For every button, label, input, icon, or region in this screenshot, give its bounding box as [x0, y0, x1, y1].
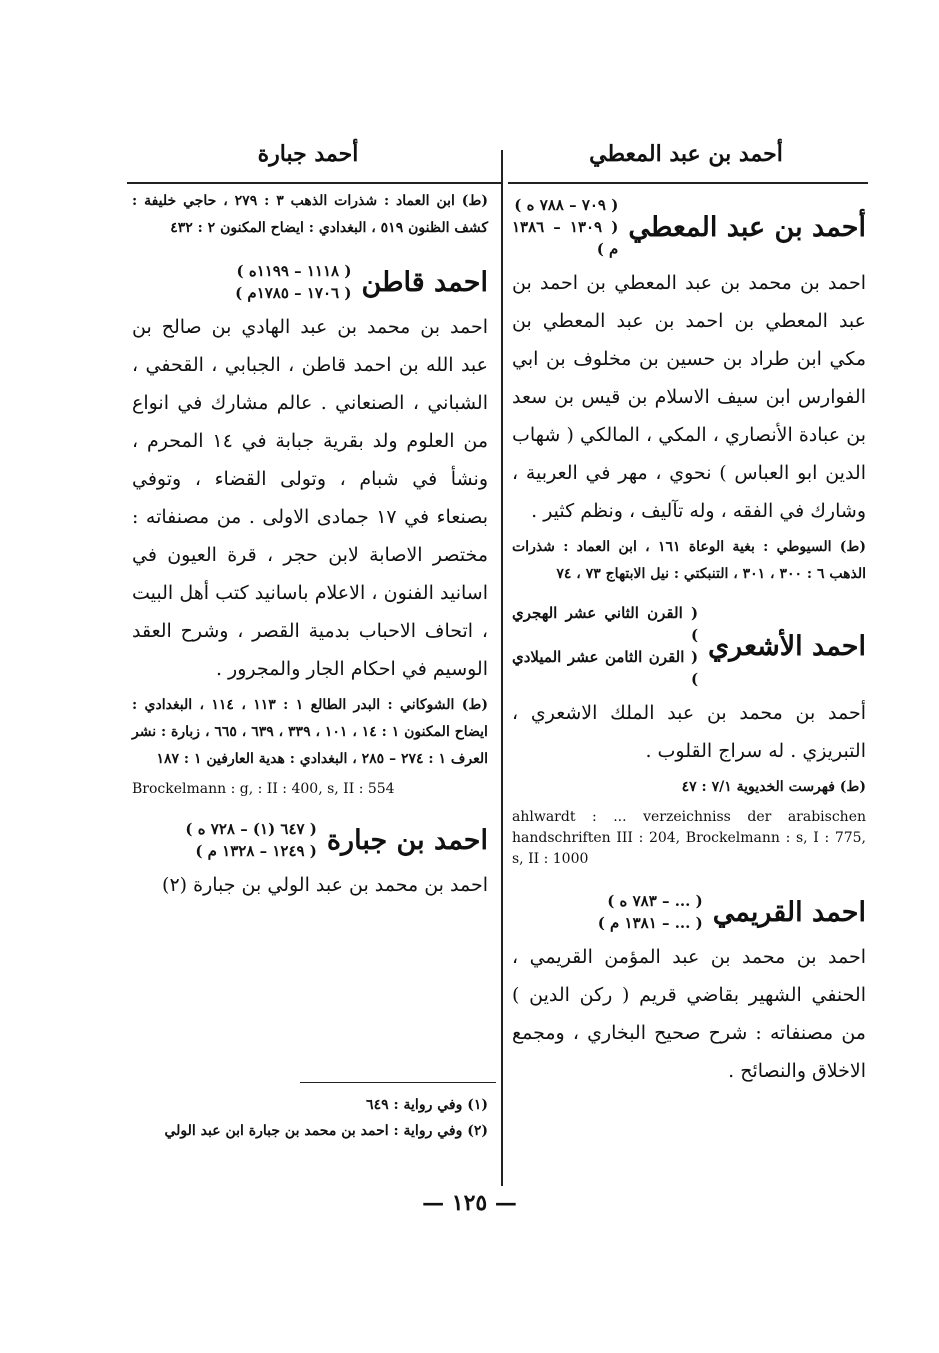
entry-header — [512, 194, 866, 260]
entry-name: أحمد بن عبد المعطي — [628, 211, 866, 243]
entry-latin-references: ahlwardt : ... verzeichniss der arabischen handschriften III : 204, Brockelmann : s, I : 775, s, II : 1000 — [512, 809, 866, 867]
header-rule-left — [127, 182, 501, 184]
dates-gregorian: ( ... – ١٣٨١ م ) — [597, 914, 703, 932]
entry-name: احمد القريمي — [712, 896, 866, 928]
entry-header — [132, 818, 488, 862]
dates-gregorian: ( القرن الثامن عشر الميلادي ) — [512, 648, 699, 688]
entry-name: احمد قاطن — [361, 266, 488, 298]
entry-ahmad-ibn-abd-al-muti — [512, 194, 866, 588]
entry-name: احمد الأشعري — [708, 630, 866, 662]
entry-dates — [598, 890, 703, 934]
entry-ahmad-ibn-jabbara — [132, 818, 488, 904]
entry-latin-references: Brockelmann : g, : II : 400, s, II : 554 — [132, 781, 395, 797]
entry-references: (ط) الشوكاني : البدر الطالع ١ : ١١٣ ، ١١٤ ، البغدادي : ايضاح المكنون ١ : ١٤ ، ١٠١ ، ٣٣٩ ، ٦٣٩ ، ٦٦٥ ، زبارة : نشر العرف ١ : ٢٧٤ – ٢٨٥ ، البغدادي : هدية العارفين ١ : ١٨٧ — [132, 697, 489, 767]
entry-dates — [512, 602, 698, 690]
dates-gregorian: ( ١٢٤٩ – ١٣٢٨ م ) — [195, 842, 317, 860]
entry-header — [512, 602, 866, 690]
dates-hijri: ( ١١١٨ – ١١٩٩ه ) — [236, 262, 352, 280]
footnote: (٢) وفي رواية : احمد بن محمد بن جبارة ابن عبد الولي — [164, 1123, 488, 1139]
dates-hijri: ( القرن الثاني عشر الهجري ) — [512, 604, 699, 644]
dates-hijri: ( ... – ٧٨٣ ه ) — [607, 892, 703, 910]
dates-hijri: ( ٦٤٧ (١) – ٧٢٨ ه ) — [185, 820, 317, 838]
left-column — [132, 188, 488, 904]
entry-ahmad-al-qurimi — [512, 890, 866, 1090]
footnote: (١) وفي رواية : ٦٤٩ — [366, 1097, 488, 1113]
entry-references: (ط) السيوطي : بغية الوعاة ١٦١ ، ابن العماد : شذرات الذهب ٦ : ٣٠٠ ، ٣٠١ ، التنبكتي : نيل الابتهاج ٧٣ ، ٧٤ — [512, 539, 866, 582]
entry-body: احمد بن محمد بن عبد المؤمن القريمي ، الحنفي الشهير بقاضي قريم ( ركن الدين ) من مصنفاته : شرح صحيح البخاري ، ومجمع الاخلاق والنصائح . — [512, 946, 866, 1082]
entry-ahmad-al-ashari — [512, 602, 866, 870]
entry-dates — [185, 818, 317, 862]
entry-body: احمد بن محمد بن عبد المعطي بن احمد بن عبد المعطي بن احمد بن عبد المعطي بن مكي ابن طراد بن حسين بن مخلوف بن ابي الفوارس ابن سيف الاسلام بن قيس بن سعد بن عبادة الأنصاري ، المكي ، المالكي ( شهاب الدين ابو العباس ) نحوي ، مهر في العربية ، وشارك في الفقه ، وله تآليف ، ونظم كثير . — [512, 272, 866, 522]
left-column-header: أحمد جبارة — [257, 141, 359, 167]
entry-header — [132, 260, 488, 304]
entry-name: احمد بن جبارة — [326, 824, 488, 856]
entry-body: احمد بن محمد بن عبد الولي بن جبارة (٢) — [162, 874, 488, 896]
entry-ahmad-qatin — [132, 260, 488, 800]
right-column-header: أحمد بن عبد المعطي — [589, 141, 783, 167]
column-divider — [501, 150, 503, 1186]
entry-body: احمد بن محمد بن عبد الهادي بن صالح بن عبد الله بن احمد قاطن ، الجبابي ، القحفي ، الشباني ، الصنعاني . عالم مشارك في انواع من العلوم ولد بقرية جبابة في ١٤ المحرم ، ونشأ في شبام ، وتولى القضاء ، وتوفي بصنعاء في ١٧ جمادى الاولى . من مصنفاته : مختصر الاصابة لابن حجر ، قرة العيون في اسانيد الفنون ، الاعلام باسانيد كتب أهل البيت ، اتحاف الاحباب بدمية القصر ، وشرح العقد الوسيم في احكام الجار والمجرور . — [132, 316, 489, 680]
right-column — [512, 188, 866, 1090]
entry-dates — [512, 194, 618, 260]
footnotes — [132, 1092, 488, 1144]
footnote-rule — [300, 1082, 496, 1083]
dates-hijri: ( ٧٠٩ – ٧٨٨ ه ) — [514, 196, 619, 214]
entry-header — [512, 890, 866, 934]
continued-references: (ط) ابن العماد : شذرات الذهب ٣ : ٢٧٩ ، حاجي خليفة : كشف الظنون ٥١٩ ، البغدادي : ايضاح المكنون ٢ : ٤٣٢ — [132, 193, 489, 236]
dates-gregorian: ( ١٧٠٦ – ١٧٨٥م ) — [235, 284, 352, 302]
page-number: — ١٢٥ — — [422, 1190, 517, 1216]
entry-body: أحمد بن محمد بن عبد الملك الاشعري ، التبريزي . له سراج القلوب . — [512, 702, 866, 762]
header-rule-right — [508, 182, 868, 184]
entry-references: (ط) فهرست الخديوية ٧/١ : ٤٧ — [681, 779, 866, 795]
dates-gregorian: ( ١٣٠٩ – ١٣٨٦ م ) — [512, 218, 619, 258]
entry-dates — [235, 260, 351, 304]
